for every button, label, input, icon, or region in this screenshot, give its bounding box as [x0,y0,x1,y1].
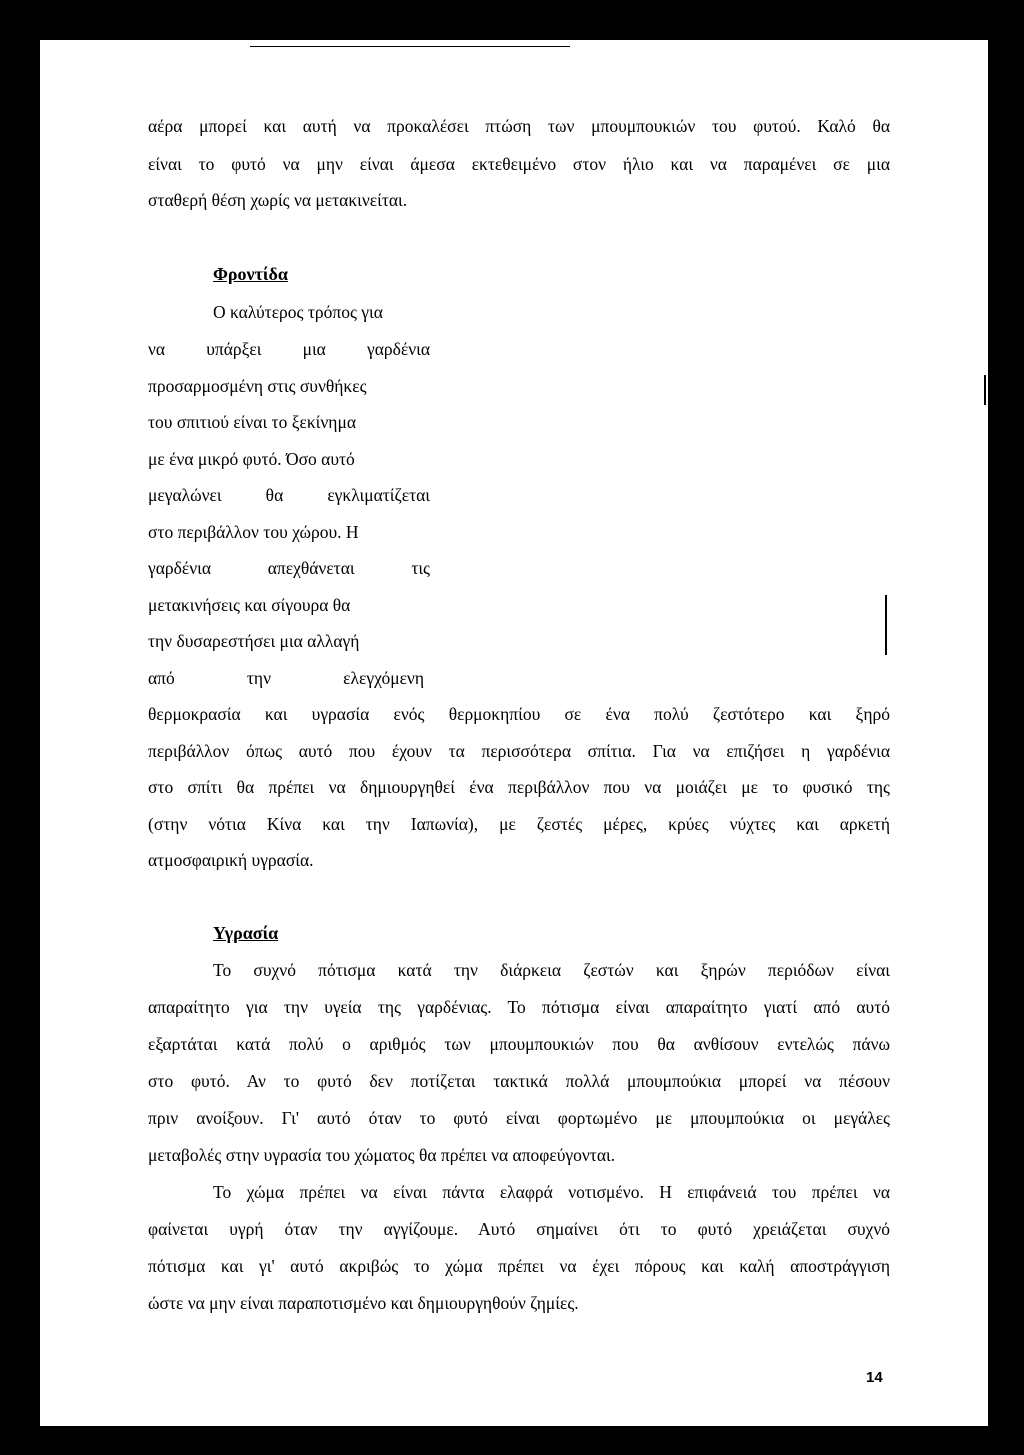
care-narrow-line: να υπάρξει μια γαρδένια [148,339,430,359]
humidity-heading: Υγρασία [213,923,279,943]
care-narrow-line: με ένα μικρό φυτό. Όσο αυτό [148,449,355,469]
care-narrow-line: από την ελεγχόμενη [148,668,424,688]
page-number: 14 [866,1369,883,1386]
care-narrow-line: την δυσαρεστήσει μια αλλαγή [148,631,360,651]
humidity-line: Το χώμα πρέπει να είναι πάντα ελαφρά νοτισμένο. Η επιφάνειά του πρέπει να [213,1182,890,1202]
scan-border-line [988,640,991,760]
care-narrow-line: γαρδένια απεχθάνεται τις [148,558,430,578]
humidity-line: στο φυτό. Αν το φυτό δεν ποτίζεται τακτικά πολλά μπουμπούκια μπορεί να πέσουν [148,1071,890,1091]
care-wide-line: (στην νότια Κίνα και την Ιαπωνία), με ζεστές μέρες, κρύες νύχτες και αρκετή [148,814,890,834]
care-narrow-line: του σπιτιού είναι το ξεκίνημα [148,412,357,432]
scan-border-line [250,46,570,47]
humidity-line: μεταβολές στην υγρασία του χώματος θα πρέπει να αποφεύγονται. [148,1145,616,1165]
intro-line: αέρα μπορεί και αυτή να προκαλέσει πτώση των μπουμπουκιών του φυτού. Καλό θα [148,116,890,136]
care-wide-line: ατμοσφαιρική υγρασία. [148,850,314,870]
care-narrow-line: μετακινήσεις και σίγουρα θα [148,595,351,615]
care-wide-line: στο σπίτι θα πρέπει να δημιουργηθεί ένα περιβάλλον που να μοιάζει με το φυσικό της [148,777,890,797]
humidity-line: εξαρτάται κατά πολύ ο αριθμός των μπουμπουκιών που θα ανθίσουν εντελώς πάνω [148,1034,890,1054]
humidity-line: απαραίτητο για την υγεία της γαρδένιας. Το πότισμα είναι απαραίτητο γιατί από αυτό [148,997,890,1017]
scan-border-line [885,595,887,655]
intro-line: είναι το φυτό να μην είναι άμεσα εκτεθειμένο στον ήλιο και να παραμένει σε μια [148,154,890,174]
care-narrow-line: μεγαλώνει θα εγκλιματίζεται [148,485,430,505]
care-narrow-line: στο περιβάλλον του χώρου. Η [148,522,359,542]
humidity-line: Το συχνό πότισμα κατά την διάρκεια ζεστών και ξηρών περιόδων είναι [213,960,890,980]
scan-border-line [988,40,991,410]
care-heading: Φροντίδα [213,264,288,284]
humidity-line: φαίνεται υγρή όταν την αγγίζουμε. Αυτό σημαίνει ότι το φυτό χρειάζεται συχνό [148,1219,890,1239]
humidity-line: πριν ανοίξουν. Γι' αυτό όταν το φυτό είναι φορτωμένο με μπουμπούκια οι μεγάλες [148,1108,890,1128]
humidity-line: πότισμα και γι' αυτό ακριβώς το χώμα πρέπει να έχει πόρους και καλή αποστράγγιση [148,1256,890,1276]
scan-border-line [984,375,986,405]
care-wide-line: περιβάλλον όπως αυτό που έχουν τα περισσότερα σπίτια. Για να επιζήσει η γαρδένια [148,741,890,761]
intro-line: σταθερή θέση χωρίς να μετακινείται. [148,190,408,210]
care-narrow-line: προσαρμοσμένη στις συνθήκες [148,376,367,396]
humidity-line: ώστε να μην είναι παραποτισμένο και δημιουργηθούν ζημίες. [148,1293,579,1313]
care-wide-line: θερμοκρασία και υγρασία ενός θερμοκηπίου σε ένα πολύ ζεστότερο και ξηρό [148,704,890,724]
care-narrow-line: Ο καλύτερος τρόπος για [213,302,383,322]
